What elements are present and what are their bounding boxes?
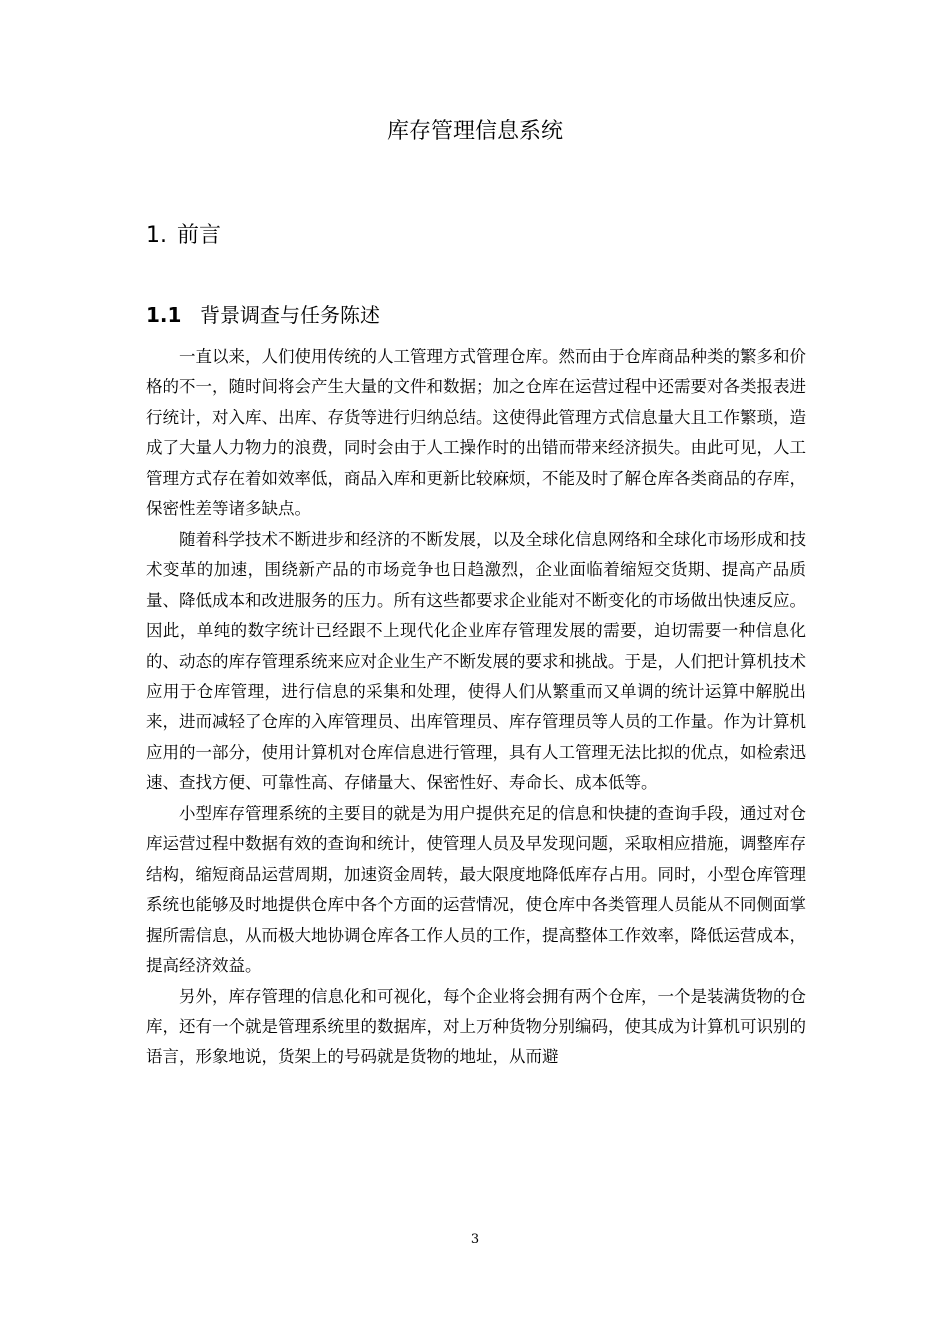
paragraph-3: 小型库存管理系统的主要目的就是为用户提供充足的信息和快捷的查询手段，通过对仓库运营过程中数据有效的查询和统计，使管理人员及早发现问题，采取相应措施，调整库存结构，缩短商品运营周期，加速资金周转，最大限度地降低库存占用。同时，小型仓库管理系统也能够及时地提供仓库中各个方面的运营情况，使仓库中各类管理人员能从不同侧面掌握所需信息，从而极大地协调仓库各工作人员的工作，提高整体工作效率，降低运营成本，提高经济效益。 [146,803,806,976]
document-title-text: 库存管理信息系统 [386,119,563,144]
section-number: 1. [146,223,167,248]
subsection-title: 背景调查与任务陈述 [200,303,380,327]
body-text [146,342,806,1073]
document-title [0,116,950,148]
section-title: 前言 [177,223,222,248]
subsection-number: 1.1 [146,303,182,327]
subsection-heading [146,300,380,330]
paragraph-1: 一直以来，人们使用传统的人工管理方式管理仓库。然而由于仓库商品种类的繁多和价格的不一，随时间将会产生大量的文件和数据；加之仓库在运营过程中还需要对各类报表进行统计，对入库、出库、存货等进行归纳总结。这使得此管理方式信息量大且工作繁琐，造成了大量人力物力的浪费，同时会由于人工操作时的出错而带来经济损失。由此可见，人工管理方式存在着如效率低，商品入库和更新比较麻烦，不能及时了解仓库各类商品的存库，保密性差等诸多缺点。 [146,347,806,519]
paragraph-4: 另外，库存管理的信息化和可视化，每个企业将会拥有两个仓库，一个是装满货物的仓库，还有一个就是管理系统里的数据库，对上万种货物分别编码，使其成为计算机可识别的语言，形象地说，货架上的号码就是货物的地址，从而避 [146,986,806,1067]
section-heading [146,220,221,252]
page-number: 3 [470,1232,480,1247]
paragraph-2: 随着科学技术不断进步和经济的不断发展，以及全球化信息网络和全球化市场形成和技术变革的加速，围绕新产品的市场竞争也日趋激烈，企业面临着缩短交货期、提高产品质量、降低成本和改进服务的压力。所有这些都要求企业能对不断变化的市场做出快速反应。因此，单纯的数字统计已经跟不上现代化企业库存管理发展的需要，迫切需要一种信息化的、动态的库存管理系统来应对企业生产不断发展的要求和挑战。于是，人们把计算机技术应用于仓库管理，进行信息的采集和处理，使得人们从繁重而又单调的统计运算中解脱出来，进而减轻了仓库的入库管理员、出库管理员、库存管理员等人员的工作量。作为计算机应用的一部分，使用计算机对仓库信息进行管理，具有人工管理无法比拟的优点，如检索迅速、查找方便、可靠性高、存储量大、保密性好、寿命长、成本低等。 [146,529,806,793]
